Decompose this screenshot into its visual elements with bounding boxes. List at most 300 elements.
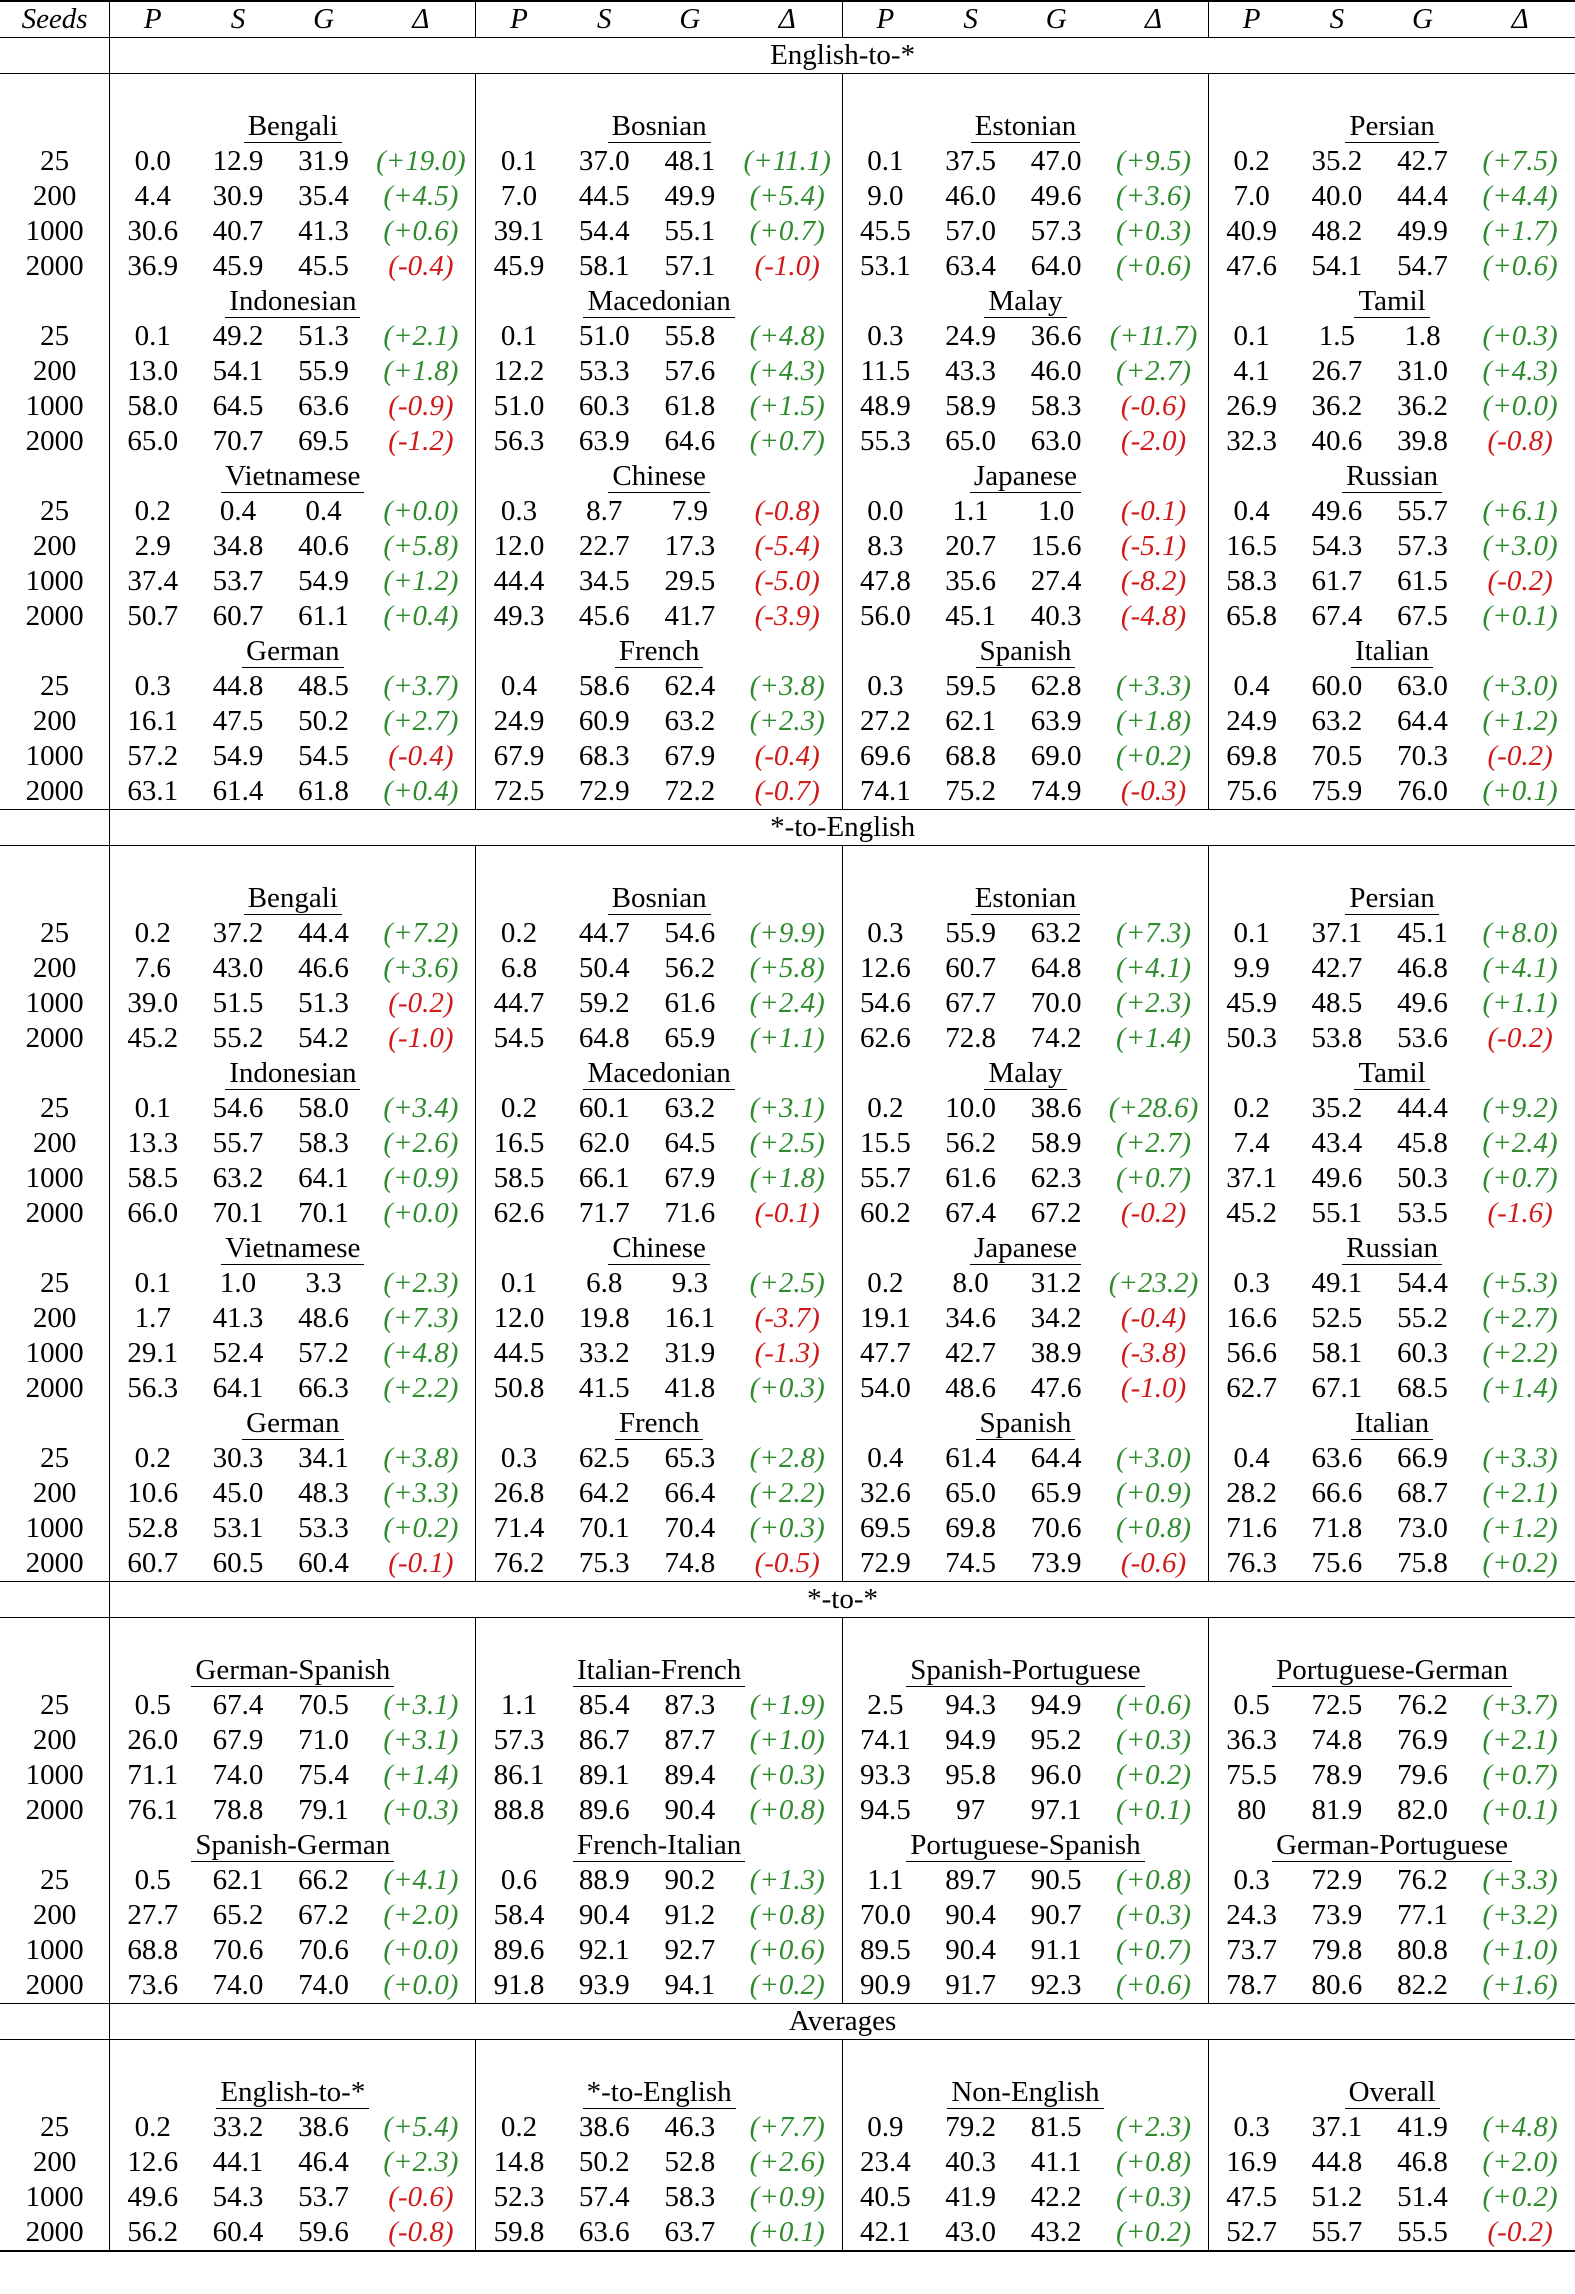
s-value: 64.5 [212, 390, 264, 422]
language-name: Japanese [970, 460, 1081, 493]
p-value: 16.5 [493, 1127, 545, 1159]
g-value: 41.9 [1397, 2111, 1448, 2143]
delta-value: (+3.3) [1482, 1442, 1558, 1474]
g-value: 40.6 [298, 530, 349, 562]
g-value: 34.2 [1030, 1302, 1082, 1334]
g-value: 91.1 [1030, 1934, 1082, 1966]
delta-value: (+0.1) [1482, 600, 1558, 632]
language-name: Bengali [244, 110, 342, 143]
s-value: 67.4 [212, 1689, 264, 1721]
delta-value: (+4.3) [733, 354, 843, 389]
language-group-cell [476, 1653, 842, 1688]
p-value: 54.5 [493, 1022, 545, 1054]
g-value: 73.0 [1397, 1512, 1448, 1544]
s-value: 37.1 [1311, 917, 1363, 949]
language-group-cell [476, 459, 842, 494]
delta-value: (+1.2) [1482, 705, 1558, 737]
data-row [0, 916, 1575, 951]
delta-value: (+0.8) [1099, 1511, 1209, 1546]
s-value: 33.2 [578, 1337, 630, 1369]
seed-value: 200 [0, 1898, 110, 1933]
delta-value: (+4.8) [366, 1336, 476, 1371]
delta-value: (+0.3) [733, 1758, 843, 1793]
p-value: 14.8 [493, 2146, 545, 2178]
p-value: 89.6 [493, 1934, 545, 1966]
data-row [0, 1793, 1575, 1828]
delta-value: (-0.4) [733, 739, 843, 774]
s-value: 70.6 [212, 1934, 264, 1966]
data-row [0, 2145, 1575, 2180]
s-value: 80.6 [1311, 1969, 1363, 2001]
language-group-cell [110, 2075, 476, 2110]
p-value: 0.2 [1233, 1092, 1270, 1124]
s-value: 64.8 [578, 1022, 630, 1054]
p-value: 88.8 [493, 1794, 545, 1826]
language-name: Indonesian [225, 1057, 360, 1090]
seed-value: 1000 [0, 1336, 110, 1371]
p-value: 58.0 [127, 390, 179, 422]
delta-value: (-0.2) [366, 986, 476, 1021]
language-name: Overall [1345, 2076, 1440, 2109]
delta-value: (+0.4) [366, 599, 476, 634]
g-value: 72.2 [664, 775, 716, 807]
s-header: S [562, 1, 648, 38]
g-value: 63.2 [1030, 917, 1082, 949]
g-value: 61.6 [664, 987, 716, 1019]
s-value: 49.6 [1311, 1162, 1363, 1194]
g-value: 94.9 [1030, 1689, 1082, 1721]
delta-value: (+0.1) [733, 2215, 843, 2251]
g-value: 46.6 [298, 952, 349, 984]
language-group-cell [842, 459, 1208, 494]
language-group-cell [842, 1056, 1208, 1091]
language-group-cell [1209, 634, 1575, 669]
s-value: 40.3 [945, 2146, 996, 2178]
language-name: Chinese [608, 1232, 709, 1265]
p-header: P [842, 1, 928, 38]
p-value: 7.6 [134, 952, 171, 984]
language-name: French [615, 1407, 704, 1440]
p-value: 0.1 [134, 1267, 171, 1299]
s-value: 60.7 [212, 600, 264, 632]
g-value: 48.6 [298, 1302, 349, 1334]
delta-value: (-1.0) [366, 1021, 476, 1056]
s-value: 58.1 [1311, 1337, 1363, 1369]
language-name: French-Italian [573, 1829, 745, 1862]
p-value: 8.3 [867, 530, 904, 562]
g-value: 52.8 [664, 2146, 716, 2178]
language-group-cell [1209, 1406, 1575, 1441]
g-value: 41.8 [664, 1372, 716, 1404]
language-group-cell [476, 1828, 842, 1863]
s-value: 71.7 [578, 1197, 630, 1229]
p-value: 45.2 [1226, 1197, 1277, 1229]
s-value: 10.0 [945, 1092, 996, 1124]
delta-value: (+3.7) [366, 669, 476, 704]
data-row [0, 144, 1575, 179]
g-value: 44.4 [1397, 180, 1448, 212]
delta-value: (+0.0) [366, 1196, 476, 1231]
data-row [0, 389, 1575, 424]
delta-value: (+8.0) [1482, 917, 1558, 949]
delta-value: (+3.1) [733, 1091, 843, 1126]
p-value: 0.2 [1233, 145, 1270, 177]
delta-value: (-0.3) [1099, 774, 1209, 810]
s-value: 43.0 [928, 2215, 1014, 2251]
p-value: 45.5 [859, 215, 911, 247]
language-name: Persian [1345, 110, 1438, 143]
seed-value: 200 [0, 1723, 110, 1758]
delta-value: (+1.4) [1099, 1021, 1209, 1056]
g-value: 90.5 [1030, 1864, 1082, 1896]
p-value: 45.9 [493, 250, 545, 282]
spacer-cell [110, 2040, 476, 2076]
delta-value: (-0.4) [366, 739, 476, 774]
s-value: 74.5 [945, 1547, 996, 1579]
s-value: 55.7 [1294, 2215, 1380, 2251]
s-header: S [195, 1, 281, 38]
delta-value: (+5.8) [366, 529, 476, 564]
s-value: 66.1 [578, 1162, 630, 1194]
s-value: 68.3 [578, 740, 630, 772]
language-group-cell [1209, 284, 1575, 319]
delta-value: (+5.4) [733, 179, 843, 214]
section-title-row [0, 1582, 1575, 1618]
data-row [0, 1266, 1575, 1301]
s-value: 94.9 [945, 1724, 996, 1756]
s-value: 63.4 [945, 250, 996, 282]
g-value: 70.5 [298, 1689, 349, 1721]
g-value: 38.9 [1030, 1337, 1082, 1369]
seed-value: 200 [0, 704, 110, 739]
g-value: 47.6 [1030, 1372, 1082, 1404]
g-value: 31.9 [298, 145, 349, 177]
g-value: 46.8 [1397, 952, 1448, 984]
data-row [0, 1371, 1575, 1406]
p-value: 51.0 [493, 390, 545, 422]
s-value: 61.7 [1311, 565, 1363, 597]
language-group-cell [842, 1406, 1208, 1441]
p-value: 0.3 [134, 670, 171, 702]
seed-value: 1000 [0, 739, 110, 774]
p-value: 39.0 [127, 987, 179, 1019]
delta-value: (+2.3) [1099, 986, 1209, 1021]
language-group-cell [1209, 2075, 1575, 2110]
data-row [0, 424, 1575, 459]
seed-value: 25 [0, 916, 110, 951]
s-value: 49.1 [1311, 1267, 1363, 1299]
s-value: 60.0 [1311, 670, 1363, 702]
p-value: 0.5 [134, 1689, 171, 1721]
seed-value: 200 [0, 951, 110, 986]
p-value: 29.1 [127, 1337, 179, 1369]
p-value: 56.3 [127, 1372, 179, 1404]
delta-value: (-0.6) [1099, 1546, 1209, 1582]
p-value: 0.3 [867, 670, 904, 702]
g-value: 56.2 [664, 952, 716, 984]
data-row [0, 2215, 1575, 2251]
p-header: P [1209, 1, 1295, 38]
spacer-cell [110, 74, 476, 110]
s-value: 59.2 [578, 987, 630, 1019]
delta-value: (+0.9) [366, 1161, 476, 1196]
s-value: 70.1 [212, 1197, 264, 1229]
s-value: 51.2 [1311, 2181, 1363, 2213]
p-value: 73.6 [127, 1969, 179, 2001]
s-value: 59.5 [945, 670, 996, 702]
g-value: 61.8 [298, 775, 349, 807]
g-value: 48.5 [298, 670, 349, 702]
spacer-cell [842, 2040, 1208, 2076]
s-value: 68.8 [945, 740, 996, 772]
delta-value: (+1.7) [1482, 215, 1558, 247]
data-row [0, 179, 1575, 214]
p-value: 49.3 [493, 600, 545, 632]
p-value: 40.5 [859, 2181, 911, 2213]
delta-value: (+0.7) [733, 214, 843, 249]
p-value: 0.2 [134, 2111, 171, 2143]
delta-value: (-0.1) [1099, 494, 1209, 529]
g-value: 96.0 [1030, 1759, 1082, 1791]
seed-value: 200 [0, 1476, 110, 1511]
seed-value: 2000 [0, 1968, 110, 2004]
s-value: 45.6 [578, 600, 630, 632]
p-value: 56.3 [493, 425, 545, 457]
delta-value: (-8.2) [1099, 564, 1209, 599]
delta-value: (+0.8) [733, 1898, 843, 1933]
p-value: 0.2 [134, 1442, 171, 1474]
g-value: 63.9 [1030, 705, 1082, 737]
s-value: 6.8 [586, 1267, 623, 1299]
delta-value: (-2.0) [1099, 424, 1209, 459]
language-group-cell [110, 634, 476, 669]
language-header-row [0, 881, 1575, 916]
data-row [0, 1441, 1575, 1476]
g-value: 55.7 [1397, 495, 1448, 527]
s-value: 75.3 [578, 1547, 630, 1579]
p-value: 28.2 [1226, 1477, 1277, 1509]
delta-value: (+0.3) [1099, 214, 1209, 249]
data-row [0, 1758, 1575, 1793]
g-value: 91.2 [664, 1899, 716, 1931]
p-value: 45.2 [127, 1022, 179, 1054]
s-value: 34.6 [945, 1302, 996, 1334]
seed-value: 1000 [0, 1511, 110, 1546]
data-row [0, 1688, 1575, 1723]
g-value: 64.4 [1030, 1442, 1082, 1474]
language-header-row [0, 459, 1575, 494]
s-value: 34.8 [212, 530, 264, 562]
p-value: 15.5 [859, 1127, 911, 1159]
g-value: 76.9 [1397, 1724, 1448, 1756]
language-group-cell [476, 881, 842, 916]
s-value: 92.1 [578, 1934, 630, 1966]
p-value: 67.9 [493, 740, 545, 772]
language-group-cell [476, 2075, 842, 2110]
language-group-cell [1209, 1231, 1575, 1266]
s-value: 24.9 [945, 320, 996, 352]
g-value: 62.3 [1030, 1162, 1082, 1194]
p-value: 0.5 [1233, 1689, 1270, 1721]
data-row [0, 1511, 1575, 1546]
g-value: 74.9 [1030, 775, 1082, 807]
g-value: 76.2 [1397, 1689, 1448, 1721]
g-value: 92.7 [664, 1934, 716, 1966]
s-value: 90.4 [945, 1899, 996, 1931]
p-value: 56.6 [1226, 1337, 1277, 1369]
s-value: 8.0 [952, 1267, 989, 1299]
s-value: 56.2 [945, 1127, 996, 1159]
delta-value: (-0.5) [733, 1546, 843, 1582]
delta-value: (+3.0) [1099, 1441, 1209, 1476]
delta-value: (+3.3) [1099, 669, 1209, 704]
delta-value: (+3.4) [366, 1091, 476, 1126]
data-row [0, 599, 1575, 634]
g-value: 77.1 [1397, 1899, 1448, 1931]
p-value: 86.1 [493, 1759, 545, 1791]
g-value: 42.7 [1397, 145, 1448, 177]
seed-value: 25 [0, 1863, 110, 1898]
delta-value: (+1.4) [366, 1758, 476, 1793]
delta-value: (+0.4) [366, 774, 476, 810]
s-value: 42.7 [1311, 952, 1363, 984]
p-value: 0.2 [134, 917, 171, 949]
s-value: 55.7 [212, 1127, 264, 1159]
p-value: 0.5 [134, 1864, 171, 1896]
g-value: 67.2 [298, 1899, 349, 1931]
data-row [0, 1091, 1575, 1126]
spacer-cell [1209, 1618, 1575, 1654]
p-value: 66.0 [127, 1197, 179, 1229]
spacer-row [0, 2040, 1575, 2076]
delta-value: (+0.3) [733, 1371, 843, 1406]
s-value: 62.1 [945, 705, 996, 737]
language-seed-blank [0, 634, 110, 669]
delta-value: (+7.3) [366, 1301, 476, 1336]
g-value: 87.7 [664, 1724, 716, 1756]
g-value: 45.1 [1397, 917, 1448, 949]
s-value: 36.2 [1311, 390, 1363, 422]
p-value: 24.3 [1226, 1899, 1277, 1931]
g-value: 64.4 [1397, 705, 1448, 737]
g-value: 70.3 [1397, 740, 1448, 772]
s-value: 34.5 [578, 565, 630, 597]
p-value: 52.8 [127, 1512, 179, 1544]
p-value: 12.6 [859, 952, 911, 984]
language-group-cell [842, 1231, 1208, 1266]
g-value: 44.4 [298, 917, 349, 949]
delta-value: (+2.6) [366, 1126, 476, 1161]
s-header: S [928, 1, 1014, 38]
language-name: Bengali [244, 882, 342, 915]
p-value: 16.6 [1226, 1302, 1277, 1334]
spacer-cell [842, 74, 1208, 110]
spacer-cell [842, 846, 1208, 882]
s-value: 1.5 [1318, 320, 1356, 352]
p-value: 16.1 [127, 705, 179, 737]
delta-value: (-0.8) [366, 2215, 476, 2251]
g-value: 67.9 [664, 740, 716, 772]
language-name: Russian [1342, 1232, 1442, 1265]
section-title-row [0, 38, 1575, 74]
language-group-cell [110, 1653, 476, 1688]
delta-value: (+2.7) [1099, 354, 1209, 389]
g-header: G [1013, 1, 1099, 38]
language-name: English-to-* [216, 2076, 369, 2109]
g-value: 70.4 [664, 1512, 716, 1544]
delta-value: (+0.9) [1099, 1476, 1209, 1511]
p-value: 0.6 [500, 1864, 538, 1896]
delta-value: (+0.1) [1482, 775, 1558, 807]
seed-value: 200 [0, 529, 110, 564]
s-value: 58.6 [578, 670, 630, 702]
language-group-cell [476, 109, 842, 144]
p-value: 53.1 [859, 250, 911, 282]
s-value: 54.3 [212, 2181, 264, 2213]
s-value: 73.9 [1311, 1899, 1363, 1931]
s-value: 86.7 [578, 1724, 630, 1756]
g-value: 80.8 [1397, 1934, 1448, 1966]
delta-value: (+2.0) [1482, 2146, 1558, 2178]
data-row [0, 774, 1575, 810]
g-value: 50.2 [298, 705, 349, 737]
p-value: 56.2 [110, 2215, 196, 2251]
p-value: 12.0 [493, 530, 545, 562]
delta-value: (+0.2) [1099, 1758, 1209, 1793]
p-value: 47.7 [859, 1337, 911, 1369]
s-value: 46.0 [945, 180, 996, 212]
delta-value: (-0.8) [1487, 425, 1553, 457]
seed-value: 25 [0, 2110, 110, 2145]
delta-value: (+4.1) [1482, 952, 1558, 984]
p-value: 0.1 [134, 320, 171, 352]
g-value: 65.9 [664, 1022, 716, 1054]
p-value: 75.5 [1226, 1759, 1277, 1791]
p-value: 24.9 [1226, 705, 1277, 737]
seed-value: 2000 [0, 1021, 110, 1056]
s-value: 47.5 [212, 705, 264, 737]
language-name: Persian [1345, 882, 1438, 915]
g-value: 97.1 [1030, 1794, 1082, 1826]
g-value: 90.4 [664, 1794, 716, 1826]
p-value: 0.1 [500, 320, 538, 352]
spacer-cell [1209, 2040, 1575, 2076]
delta-value: (+3.6) [1099, 179, 1209, 214]
spacer-cell [476, 2040, 842, 2076]
data-row [0, 739, 1575, 774]
s-value: 94.3 [945, 1689, 996, 1721]
data-row [0, 669, 1575, 704]
g-value: 41.7 [664, 600, 716, 632]
g-value: 75.4 [298, 1759, 349, 1791]
s-value: 62.5 [578, 1442, 630, 1474]
s-value: 37.1 [1311, 2111, 1363, 2143]
p-value: 71.1 [127, 1759, 179, 1791]
delta-value: (+0.6) [1099, 1968, 1209, 2004]
section-title-row [0, 810, 1575, 846]
language-name: Vietnamese [221, 460, 364, 493]
language-name: Spanish [976, 1407, 1076, 1440]
g-value: 54.9 [298, 565, 349, 597]
g-value: 53.3 [298, 1512, 349, 1544]
p-value: 12.2 [493, 355, 545, 387]
s-value: 67.1 [1311, 1372, 1363, 1404]
p-value: 74.1 [859, 1724, 911, 1756]
s-value: 65.0 [945, 425, 996, 457]
language-name: Malay [984, 285, 1066, 318]
p-value: 36.9 [127, 250, 179, 282]
g-value: 7.9 [671, 495, 708, 527]
